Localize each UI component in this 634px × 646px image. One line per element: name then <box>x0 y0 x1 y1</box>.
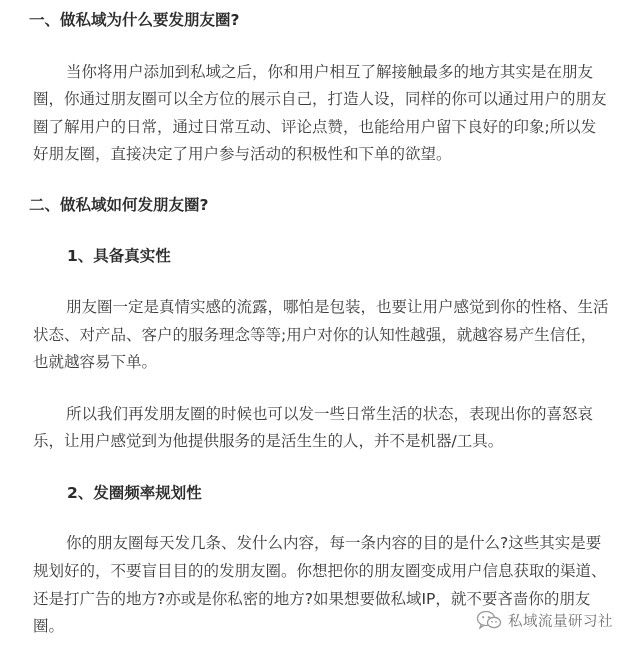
paragraph-line: 乐，让用户感觉到为他提供服务的是活生生的人，并不是机器/工具。 <box>33 432 504 450</box>
paragraph-line: 规划好的，不要盲目目的的发朋友圈。你想把你的朋友圈变成用户信息获取的渠道、 <box>33 562 607 580</box>
paragraph-line: 圈。 <box>33 617 65 635</box>
subheading-frequency-planning: 2、发圈频率规划性 <box>67 484 202 502</box>
paragraph-line: 也就越容易下单。 <box>33 353 158 371</box>
wechat-icon <box>476 610 502 630</box>
paragraph-line: 状态、对产品、客户的服务理念等等;用户对你的认知性越强，就越容易产生信任， <box>33 326 597 344</box>
paragraph-line: 所以我们再发朋友圈的时候也可以发一些日常生活的状态，表现出你的喜怒哀 <box>66 405 594 423</box>
paragraph-line: 当你将用户添加到私域之后，你和用户相互了解接触最多的地方其实是在朋友 <box>66 63 594 81</box>
watermark <box>476 606 613 634</box>
paragraph-line: 还是打广告的地方?亦或是你私密的地方?如果想要做私域IP，就不要吝啬你的朋友 <box>33 590 591 608</box>
section-heading-2: 二、做私域如何发朋友圈? <box>29 196 209 214</box>
section-heading-1: 一、做私域为什么要发朋友圈? <box>29 11 240 29</box>
paragraph-line: 圈，你通过朋友圈可以全方位的展示自己，打造人设，同样的你可以通过用户的朋友 <box>33 90 607 108</box>
paragraph-line: 你的朋友圈每天发几条、发什么内容，每一条内容的目的是什么?这些其实是要 <box>66 534 602 552</box>
subheading-authenticity: 1、具备真实性 <box>67 247 171 265</box>
watermark-text: 私域流量研习社 <box>508 613 613 630</box>
paragraph-line: 朋友圈一定是真情实感的流露，哪怕是包装，也要让用户感觉到你的性格、生活 <box>66 298 609 316</box>
paragraph-line: 好朋友圈，直接决定了用户参与活动的积极性和下单的欲望。 <box>33 145 452 163</box>
paragraph-line: 圈了解用户的日常，通过日常互动、评论点赞，也能给用户留下良好的印象;所以发 <box>33 118 597 136</box>
